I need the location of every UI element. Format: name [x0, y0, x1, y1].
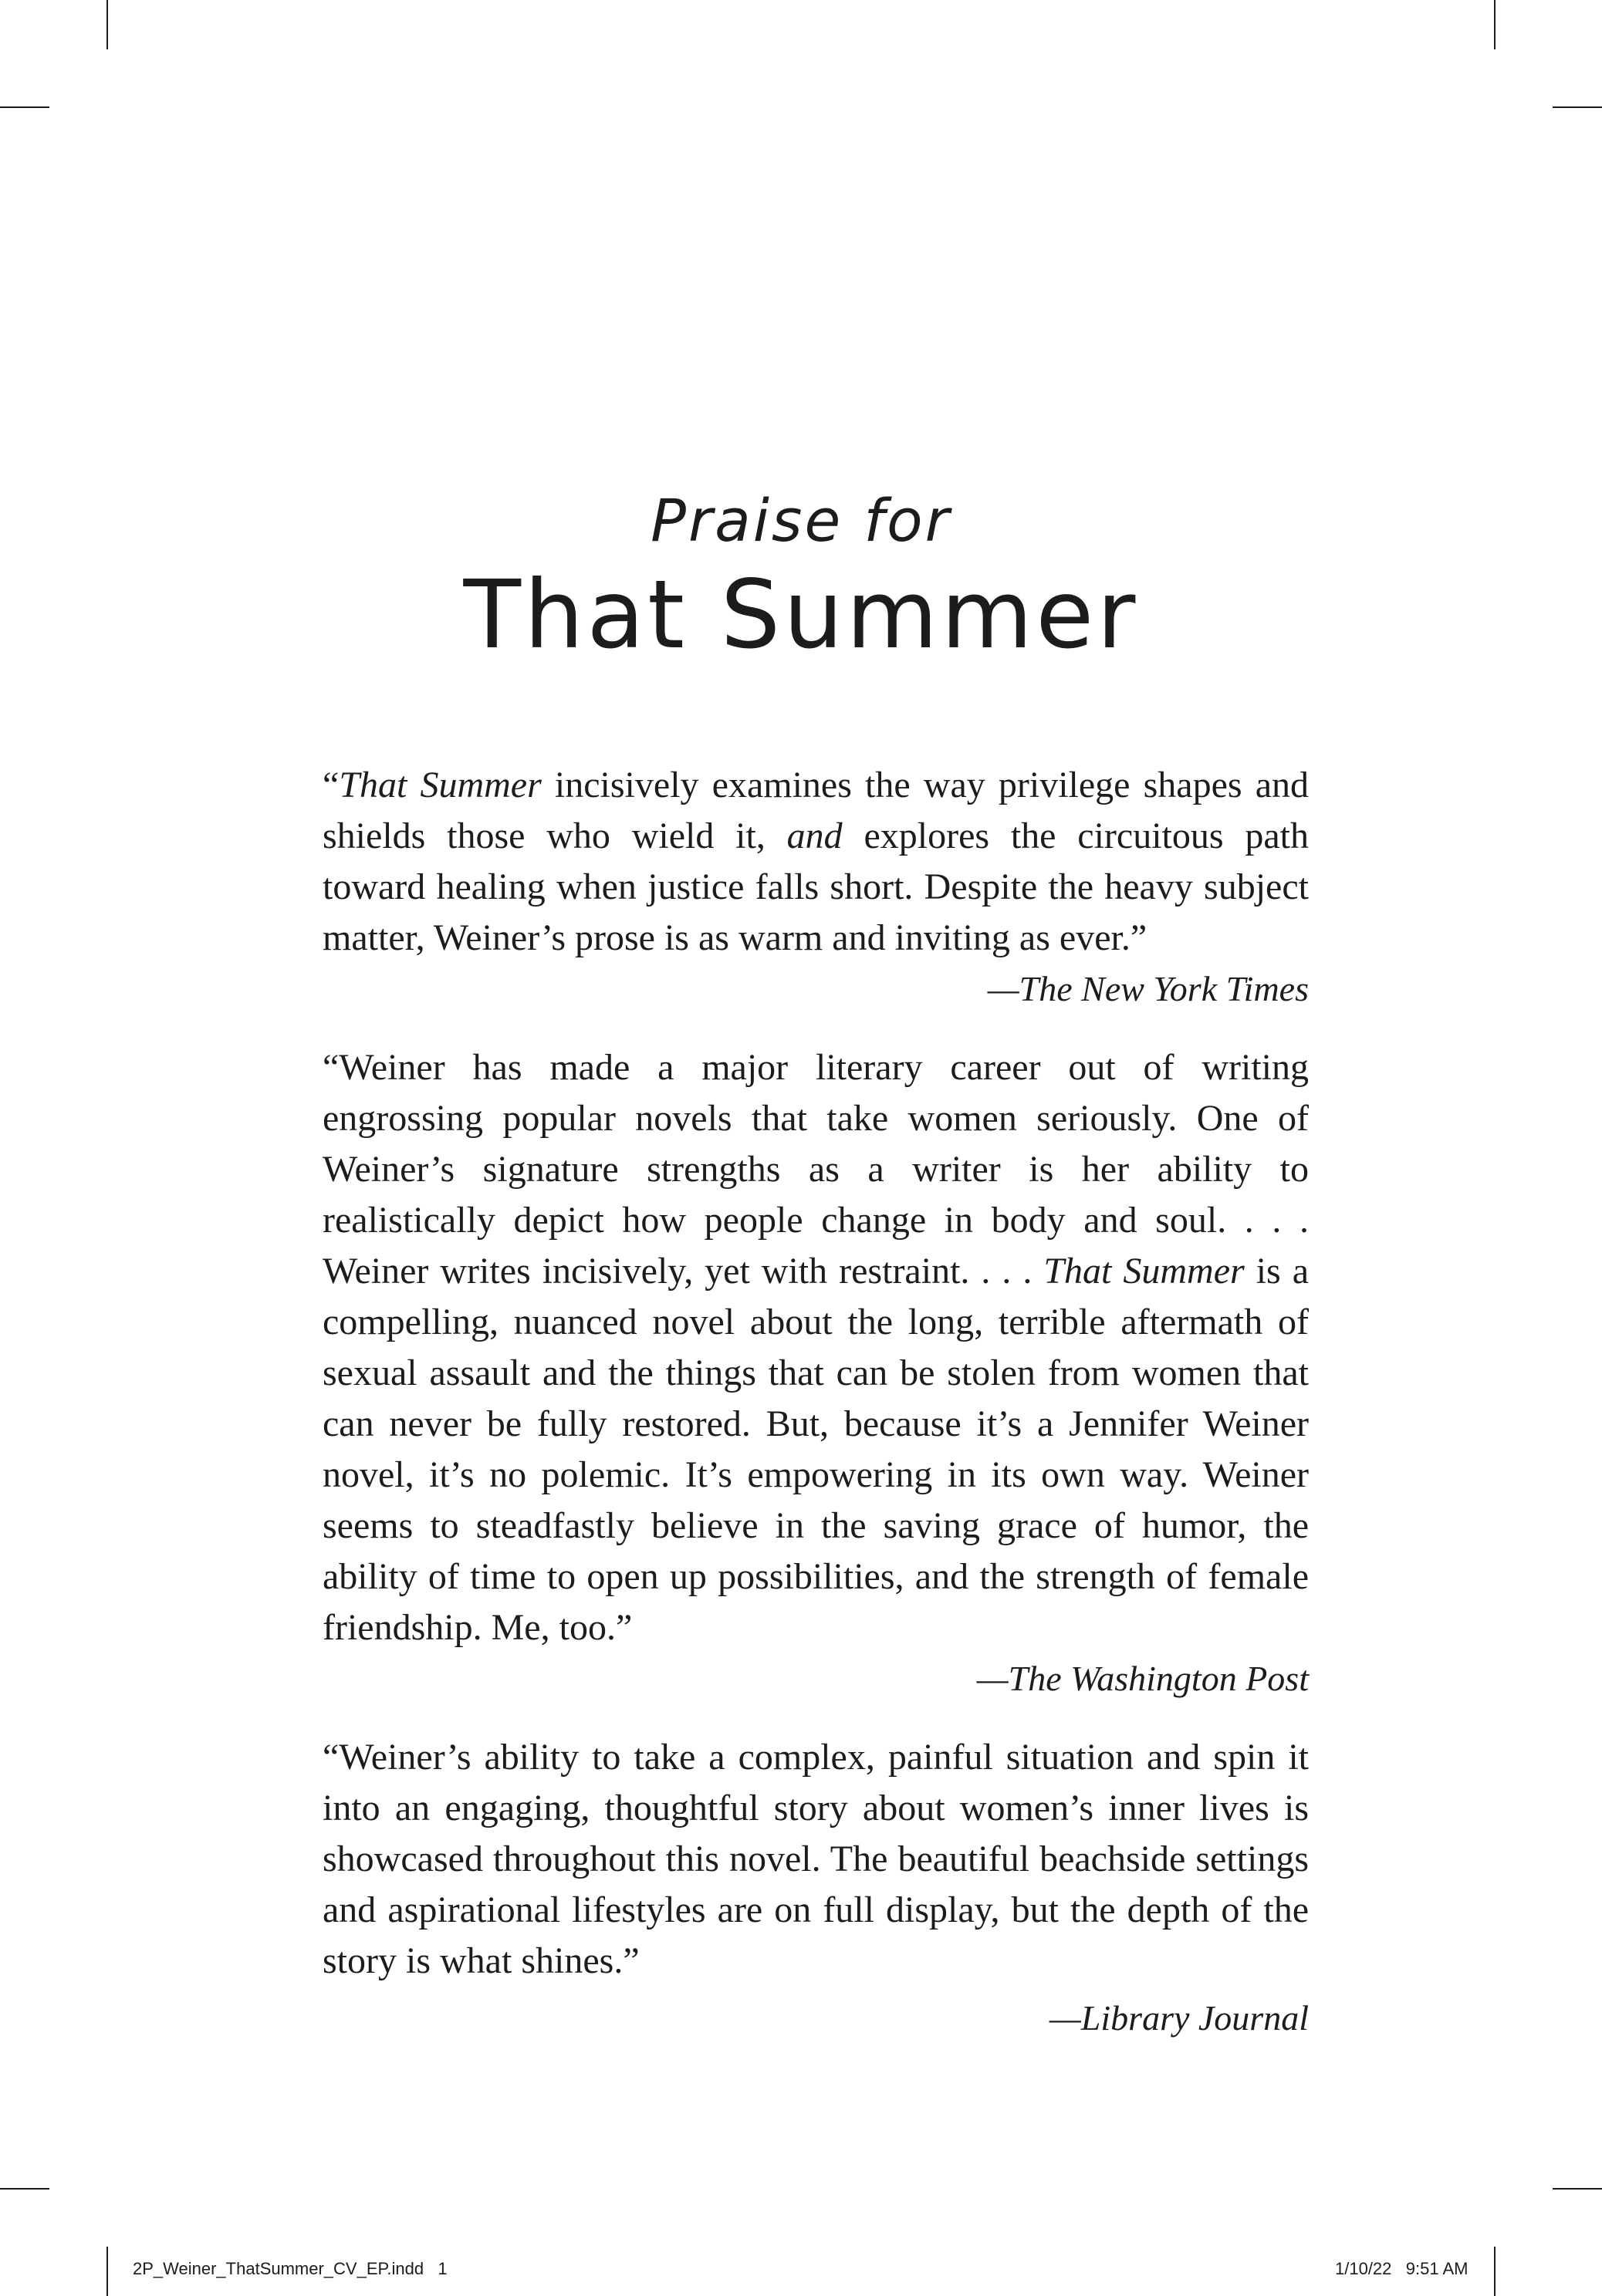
crop-mark-right-bottom — [1553, 2188, 1602, 2190]
quote-1 — [323, 760, 1309, 964]
review-quotes — [323, 760, 1309, 2044]
crop-mark-left-top — [0, 106, 49, 108]
quote-2-book-title: That Summer — [1043, 1251, 1245, 1292]
quote-2-attribution: —The Washington Post — [976, 1659, 1309, 1698]
quote-1-attribution: —The New York Times — [987, 969, 1309, 1008]
quote-3-attribution: —Library Journal — [1049, 1998, 1309, 2038]
book-title: That Summer — [463, 560, 1139, 670]
crop-mark-bottom-left — [106, 2247, 108, 2296]
crop-mark-left-bottom — [0, 2188, 49, 2190]
crop-mark-right-top — [1553, 106, 1602, 108]
crop-mark-top-right — [1494, 0, 1496, 49]
quote-2-text-b: is a compelling, nuanced novel about the long, terrible aftermath of sexual assault and the things that can be stolen from women that can never be fully restored. But, because it’s a Jennifer Weiner novel, it’s no polemic. It’s empowering in its own way. Weiner seems to steadfastly believe in the saving grace of humor, the ability of time to open up possibilities, and the strength of female friendship. Me, too.” — [323, 1251, 1310, 1648]
quote-1-open: “ — [323, 765, 340, 805]
slug-filename: 2P_Weiner_ThatSummer_CV_EP.indd 1 — [133, 2259, 448, 2278]
quote-2 — [323, 1042, 1309, 1653]
quote-2-text-a: “Weiner has made a major literary career out of writing engrossing popular novels that take women seriously. One of Weiner’s signature strengths as a writer is her ability to realistically depict how people change in body and soul. . . . Weiner writes incisively, yet with restraint. . . . — [323, 1047, 1309, 1292]
quote-1-book-title: That Summer — [339, 765, 542, 805]
crop-mark-top-left — [106, 0, 108, 49]
quote-1-emphasis: and — [786, 815, 843, 856]
crop-mark-bottom-right — [1494, 2247, 1496, 2296]
quote-3: “Weiner’s ability to take a complex, painful situation and spin it into an engaging, thoughtful story about women’s inner lives is showcased throughout this novel. The beautiful beachside settings and aspirational lifestyles are on full display, but the depth of the story is what shines.” — [323, 1737, 1309, 1981]
quote-1-text-b: explores the circuitous path toward healing when justice falls short. Despite the heavy subject matter, Weiner’s prose is as warm and inviting as ever.” — [323, 815, 1310, 958]
praise-for-heading: Praise for — [651, 486, 951, 555]
slug-timestamp: 1/10/22 9:51 AM — [1335, 2259, 1468, 2278]
quote-1-text-a: incisively examines the way privilege shapes and shields those who wield it, — [323, 765, 1309, 856]
